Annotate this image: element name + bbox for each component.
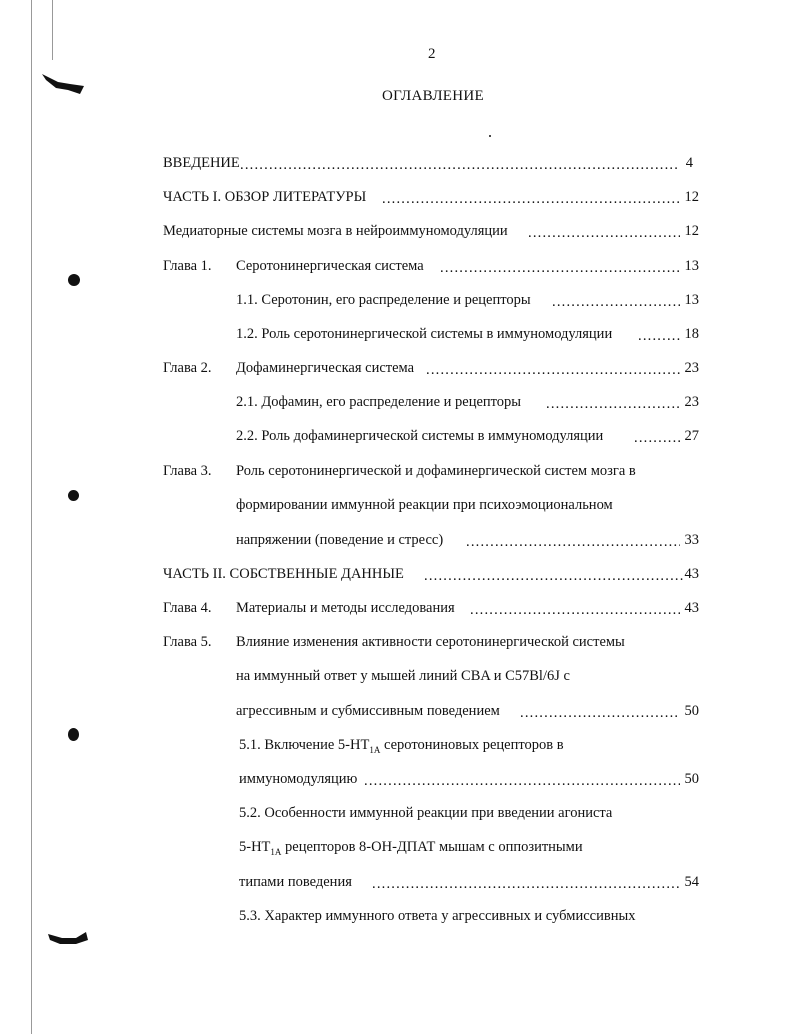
leader-dots — [638, 327, 680, 345]
toc-label-line: Роль серотонинергической и дофаминергической систем мозга в — [236, 463, 636, 479]
toc-label: 2.2. Роль дофаминергической системы в иммуномодуляции — [236, 428, 604, 444]
leader-dots — [364, 772, 680, 790]
leader-dots — [424, 567, 684, 585]
toc-page: 54 — [684, 874, 699, 890]
toc-label: ЧАСТЬ II. СОБСТВЕННЫЕ ДАННЫЕ — [163, 566, 404, 582]
toc-page: 33 — [684, 532, 699, 548]
chapter-label: Глава 4. — [163, 600, 212, 616]
toc-page: 23 — [684, 394, 699, 410]
punch-mark-top — [40, 70, 88, 100]
leader-dots — [372, 875, 680, 893]
toc-label: 2.1. Дофамин, его распределение и рецепторы — [236, 394, 522, 410]
toc-label-line: Влияние изменения активности серотонинергической системы — [236, 634, 625, 650]
chapter-label: Глава 3. — [163, 463, 212, 479]
leader-dots — [552, 293, 680, 311]
page-number: 2 — [428, 46, 436, 62]
leader-dots — [240, 156, 680, 174]
toc-page: 43 — [684, 566, 699, 582]
leader-dots — [634, 429, 680, 447]
scan-edge-line — [52, 0, 53, 60]
leader-dots — [440, 259, 680, 277]
toc-label-line: напряжении (поведение и стресс) — [236, 532, 444, 548]
toc-label-line: 5.2. Особенности иммунной реакции при введении агониста — [239, 805, 613, 821]
scan-speck — [489, 135, 491, 137]
toc-page: 23 — [684, 360, 699, 376]
toc-label-line: типами поведения — [239, 874, 352, 890]
toc-page: 50 — [684, 703, 699, 719]
toc-label: Материалы и методы исследования — [236, 600, 455, 616]
toc-label-line: 5.1. Включение $5-HT_{1A}$ серотониновых рецепторов в — [239, 737, 564, 755]
leader-dots — [382, 190, 680, 208]
toc-label-line: $5-HT_{1A}$ рецепторов 8-OH-ДПАТ мышам с оппозитными — [239, 839, 583, 857]
toc-page: 13 — [684, 258, 699, 274]
toc-label: ЧАСТЬ I. ОБЗОР ЛИТЕРАТУРЫ — [163, 189, 367, 205]
scan-edge-line — [31, 0, 32, 1034]
leader-dots — [466, 533, 680, 551]
toc-label-line: иммуномодуляцию — [239, 771, 358, 787]
toc-page: 4 — [685, 155, 693, 171]
toc-label-line: на иммунный ответ у мышей линий CBA и C57Bl/6J с — [236, 668, 570, 684]
page-title: ОГЛАВЛЕНИЕ — [382, 88, 484, 104]
punch-hole-3 — [68, 728, 79, 741]
leader-dots — [520, 704, 680, 722]
leader-dots — [546, 395, 680, 413]
toc-page: 13 — [684, 292, 699, 308]
punch-hole-1 — [68, 274, 80, 286]
toc-page: 12 — [684, 223, 699, 239]
toc-label: Дофаминергическая система — [236, 360, 415, 376]
toc-label: Серотонинергическая система — [236, 258, 424, 274]
toc-page: 12 — [684, 189, 699, 205]
toc-label: Медиаторные системы мозга в нейроиммуномодуляции — [163, 223, 508, 239]
toc-label: ВВЕДЕНИЕ — [163, 155, 240, 171]
leader-dots — [528, 224, 680, 242]
chapter-label: Глава 5. — [163, 634, 212, 650]
toc-label: 1.2. Роль серотонинергической системы в иммуномодуляции — [236, 326, 613, 342]
punch-hole-2 — [68, 490, 79, 501]
toc-page: 43 — [684, 600, 699, 616]
leader-dots — [426, 361, 680, 379]
chapter-label: Глава 2. — [163, 360, 212, 376]
leader-dots — [470, 601, 680, 619]
toc-label-line: агрессивным и субмиссивным поведением — [236, 703, 500, 719]
chapter-label: Глава 1. — [163, 258, 212, 274]
toc-page: 27 — [684, 428, 699, 444]
toc-page: 18 — [684, 326, 699, 342]
toc-label-line: 5.3. Характер иммунного ответа у агрессивных и субмиссивных — [239, 908, 636, 924]
toc-label-line: формировании иммунной реакции при психоэмоциональном — [236, 497, 613, 513]
toc-label: 1.1. Серотонин, его распределение и рецепторы — [236, 292, 531, 308]
toc-page: 50 — [684, 771, 699, 787]
punch-mark-bottom — [46, 926, 90, 950]
